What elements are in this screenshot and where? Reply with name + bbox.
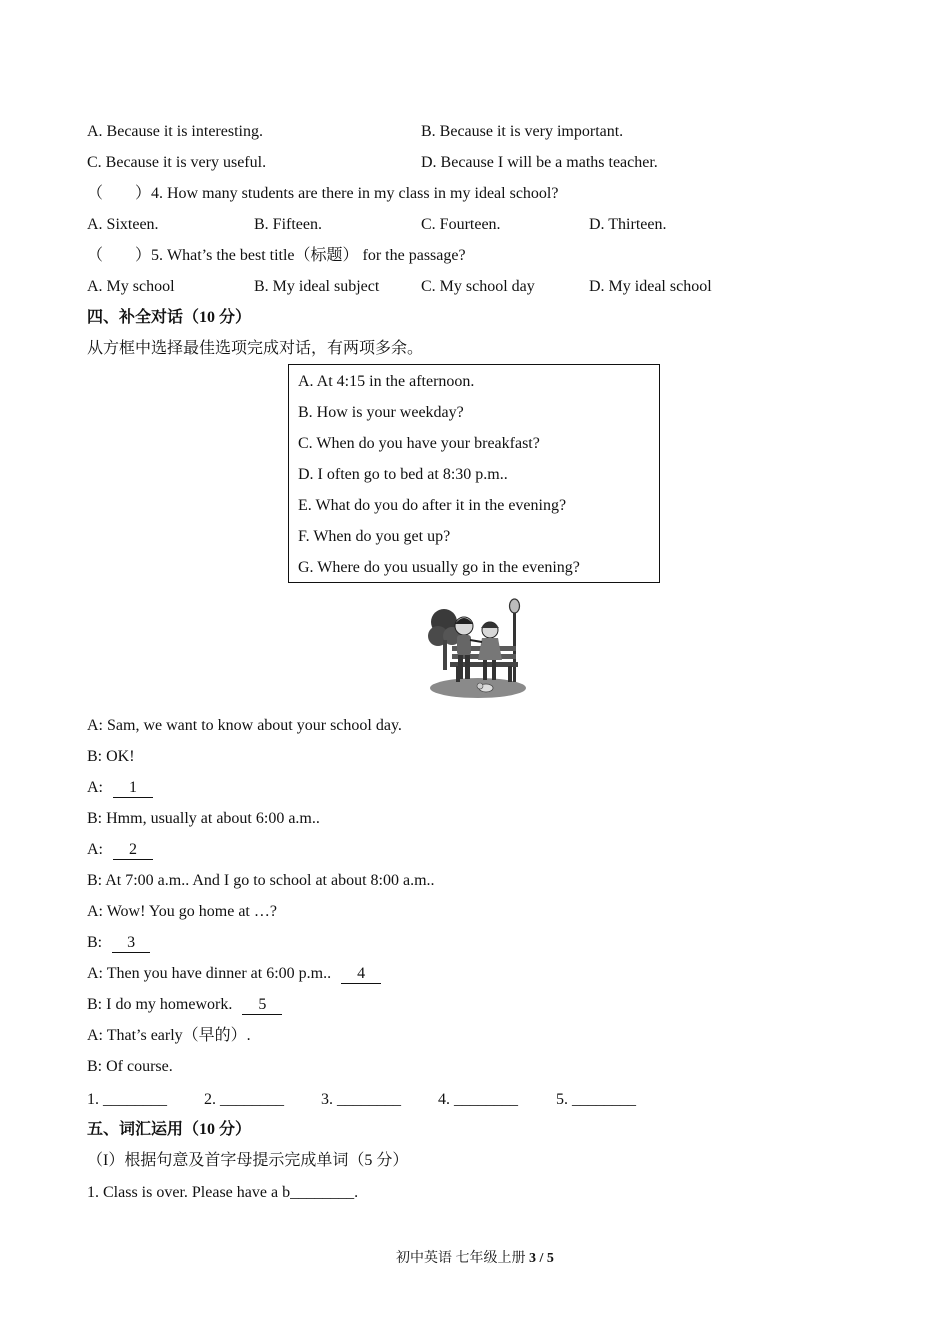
box-option-f: F. When do you get up? — [298, 528, 451, 545]
dialogue-text: B: I do my homework. — [87, 996, 233, 1013]
section5-question-1: 1. Class is over. Please have a b________. — [87, 1184, 359, 1201]
options-box — [288, 364, 660, 583]
box-option-b: B. How is your weekday? — [298, 404, 464, 421]
dialogue-line-8 — [87, 933, 150, 953]
dialogue-line-9 — [87, 964, 381, 984]
dialogue-line-6: B: At 7:00 a.m.. And I go to school at about 8:00 a.m.. — [87, 872, 435, 889]
answer-blank-4: 4. ________ — [438, 1091, 518, 1108]
speaker-a: A: — [87, 841, 103, 858]
dialogue-line-5 — [87, 840, 153, 860]
dialogue-blank-1: 1 — [113, 779, 153, 798]
section4-title: 四、补全对话（10 分） — [87, 309, 252, 326]
children-on-bench-illustration — [428, 596, 528, 700]
q4-option-b: B. Fifteen. — [254, 216, 322, 233]
answer-blank-2: 2. ________ — [204, 1091, 284, 1108]
q5-option-b: B. My ideal subject — [254, 278, 380, 295]
q4-option-d: D. Thirteen. — [589, 216, 667, 233]
section5-part1-instruction: （I）根据句意及首字母提示完成单词（5 分） — [87, 1152, 409, 1169]
q4-option-a: A. Sixteen. — [87, 216, 159, 233]
dialogue-blank-5: 5 — [242, 996, 282, 1015]
dialogue-line-7: A: Wow! You go home at …? — [87, 903, 277, 920]
dialogue-blank-3: 3 — [112, 934, 150, 953]
footer-text: 初中英语 七年级上册 — [396, 1251, 530, 1266]
dialogue-blank-4: 4 — [341, 965, 381, 984]
dialogue-line-2: B: OK! — [87, 748, 135, 765]
page-footer — [0, 1247, 950, 1267]
speaker-a: A: — [87, 779, 103, 796]
box-option-a: A. At 4:15 in the afternoon. — [298, 373, 475, 390]
box-option-g: G. Where do you usually go in the evening? — [298, 559, 580, 576]
section4-instruction: 从方框中选择最佳选项完成对话，有两项多余。 — [87, 340, 424, 357]
q5-option-d: D. My ideal school — [589, 278, 712, 295]
dialogue-line-12: B: Of course. — [87, 1058, 173, 1075]
dialogue-blank-2: 2 — [113, 841, 153, 860]
speaker-b: B: — [87, 934, 103, 951]
box-option-d: D. I often go to bed at 8:30 p.m.. — [298, 466, 508, 483]
dialogue-line-1: A: Sam, we want to know about your school day. — [87, 717, 402, 734]
q3-option-b: B. Because it is very important. — [421, 123, 624, 140]
q4-stem: （ ）4. How many students are there in my class in my ideal school? — [87, 185, 559, 202]
dialogue-text: A: Then you have dinner at 6:00 p.m.. — [87, 965, 332, 982]
answer-blank-5: 5. ________ — [556, 1091, 636, 1108]
dialogue-line-11: A: That’s early（早的）. — [87, 1027, 251, 1044]
answer-blank-1: 1. ________ — [87, 1091, 167, 1108]
q4-option-c: C. Fourteen. — [421, 216, 501, 233]
q5-option-a: A. My school — [87, 278, 175, 295]
dialogue-line-10 — [87, 995, 282, 1015]
answer-blank-3: 3. ________ — [321, 1091, 401, 1108]
dialogue-line-4: B: Hmm, usually at about 6:00 a.m.. — [87, 810, 320, 827]
q5-stem: （ ）5. What’s the best title（标题） for the passage? — [87, 247, 466, 264]
page-number: 3 / 5 — [529, 1251, 554, 1266]
q3-option-d: D. Because I will be a maths teacher. — [421, 154, 658, 171]
box-option-e: E. What do you do after it in the evening? — [298, 497, 567, 514]
box-option-c: C. When do you have your breakfast? — [298, 435, 540, 452]
section5-title: 五、词汇运用（10 分） — [87, 1121, 252, 1138]
q5-option-c: C. My school day — [421, 278, 535, 295]
q3-option-a: A. Because it is interesting. — [87, 123, 263, 140]
q3-option-c: C. Because it is very useful. — [87, 154, 267, 171]
dialogue-line-3 — [87, 778, 153, 798]
